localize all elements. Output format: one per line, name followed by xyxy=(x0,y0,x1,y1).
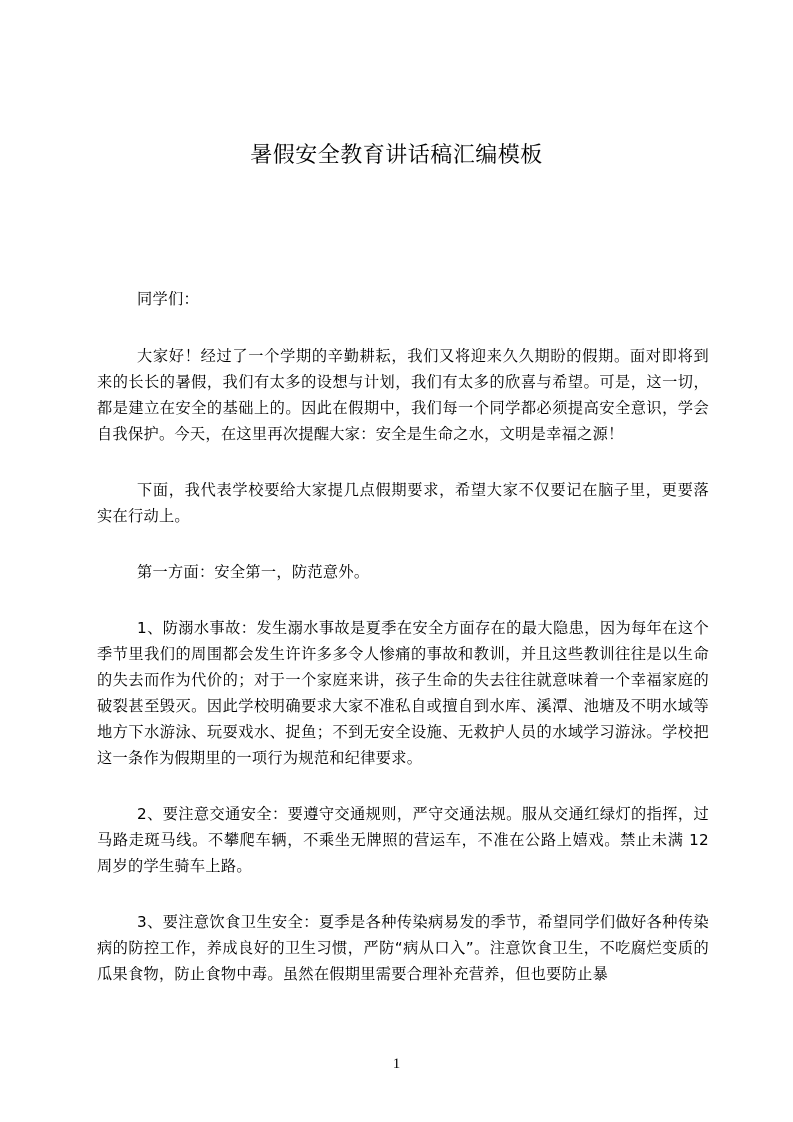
intro-paragraph: 大家好！经过了一个学期的辛勤耕耘，我们又将迎来久久期盼的假期。面对即将到来的长长的暑假，我们有太多的设想与计划，我们有太多的欣喜与希望。可是，这一切，都是建立在安全的基础上的。因此在假期中，我们每一个同学都必须提高安全意识，学会自我保护。今天，在这里再次提醒大家：安全是生命之水，文明是幸福之源！ xyxy=(97,347,709,443)
section-heading: 第一方面：安全第一，防范意外。 xyxy=(137,563,370,581)
document-title: 暑假安全教育讲话稿汇编模板 xyxy=(250,143,543,168)
traffic-paragraph: 2、要注意交通安全：要遵守交通规则，严守交通法规。服从交通红绿灯的指挥，过马路走斑马线。不攀爬车辆，不乘坐无牌照的营运车，不准在公路上嬉戏。禁止未满 12 周岁的学生骑车上路。 xyxy=(97,805,709,875)
food-safety-paragraph: 3、要注意饮食卫生安全：夏季是各种传染病易发的季节，希望同学们做好各种传染病的防控工作，养成良好的卫生习惯，严防“病从口入”。注意饮食卫生，不吃腐烂变质的瓜果食物，防止食物中毒。虽然在假期里需要合理补充营养，但也要防止暴 xyxy=(97,913,709,983)
page-number: 1 xyxy=(392,1056,401,1072)
document-body xyxy=(97,286,709,1017)
requirements-paragraph: 下面，我代表学校要给大家提几点假期要求，希望大家不仅要记在脑子里，更要落实在行动上。 xyxy=(97,481,709,525)
drowning-paragraph: 1、防溺水事故：发生溺水事故是夏季在安全方面存在的最大隐患，因为每年在这个季节里我们的周围都会发生许许多多令人惨痛的事故和教训，并且这些教训往往是以生命的失去而作为代价的；对于一个家庭来讲，孩子生命的失去往往就意味着一个幸福家庭的破裂甚至毁灭。因此学校明确要求大家不准私自或擅自到水库、溪潭、池塘及不明水域等地方下水游泳、玩耍戏水、捉鱼；不到无安全设施、无救护人员的水域学习游泳。学校把这一条作为假期里的一项行为规范和纪律要求。 xyxy=(97,619,709,767)
greeting-paragraph: 同学们： xyxy=(137,290,199,308)
